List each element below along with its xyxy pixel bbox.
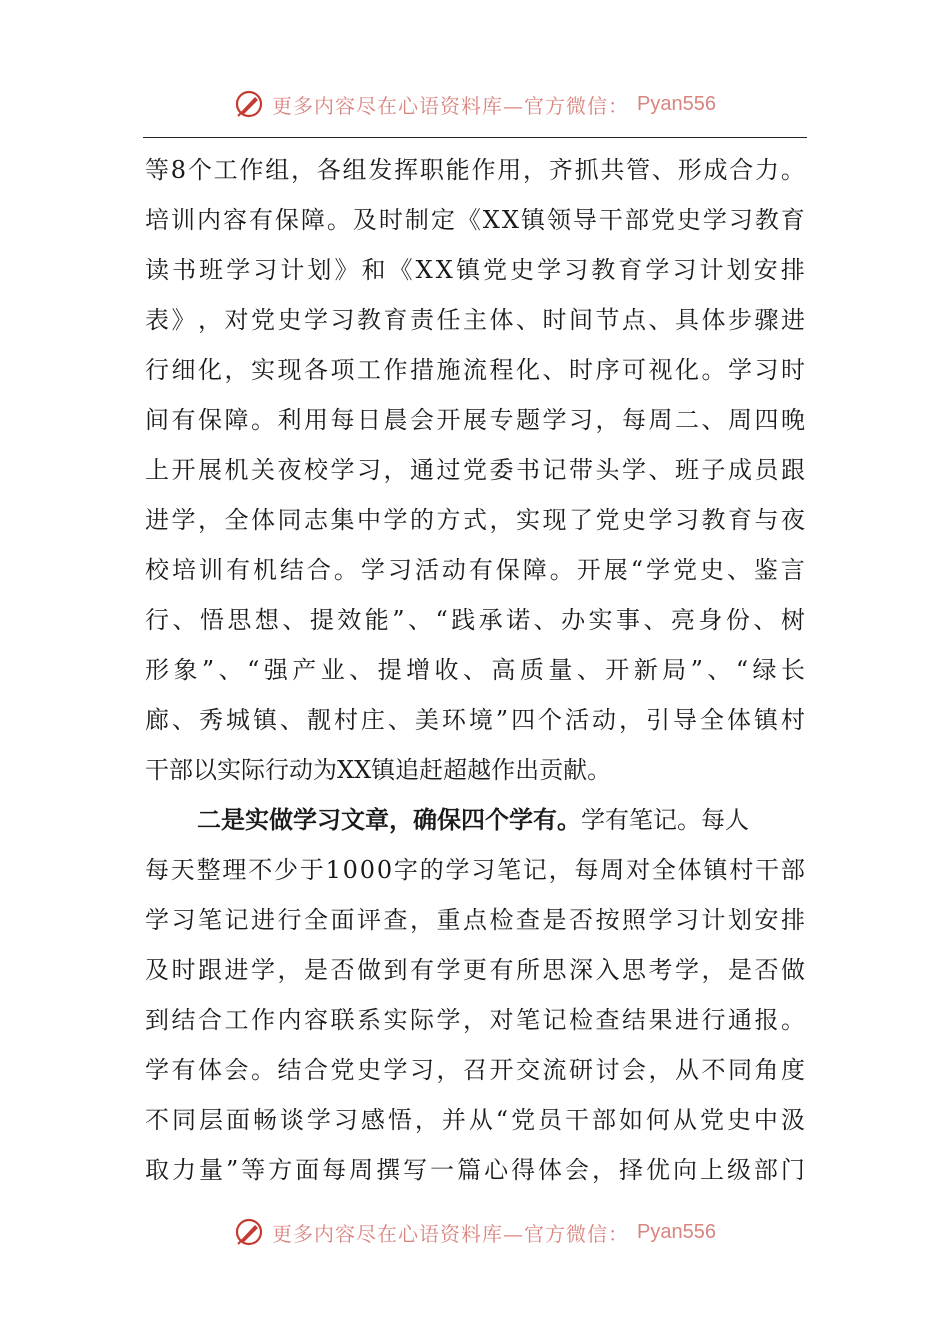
text-line: 行 、 悟 思 想 、 提 效 能 ” 、 “ 践 承 诺 、 办 实 事 、 亮 身 份 、 树 <box>145 606 805 634</box>
text-line: 干部以实际行动为XX镇追赶超越作出贡献。 <box>145 756 612 784</box>
text-line: 校 培 训 有 机 结 合 。 学 习 活 动 有 保 障 。 开 展 “ 学 党 史 、 鉴 言 <box>145 556 805 584</box>
document-body <box>145 145 805 1195</box>
paragraph-2 <box>145 795 805 1195</box>
text-line: 学 有 体 会 。 结 合 党 史 学 习 ， 召 开 交 流 研 讨 会 ， 从 不 同 角 度 <box>145 1056 805 1084</box>
text-line: 间 有 保 障 。 利 用 每 日 晨 会 开 展 专 题 学 习 ， 每 周 二 、 周 四 晚 <box>145 406 805 434</box>
line-rest: 学有笔记。每人 <box>581 806 749 834</box>
text-line: 读 书 班 学 习 计 划 》 和 《 X X 镇 党 史 学 习 教 育 学 习 计 划 安 排 <box>145 256 805 284</box>
watermark-text: 更多内容尽在心语资料库—官方微信： <box>272 1221 630 1246</box>
header-divider <box>143 137 807 138</box>
text-line: 取 力 量 ” 等 方 面 每 周 撰 写 一 篇 心 得 体 会 ， 择 优 向 上 级 部 门 <box>145 1156 805 1184</box>
text-line: 上 开 展 机 关 夜 校 学 习 ， 通 过 党 委 书 记 带 头 学 、 班 子 成 员 跟 <box>145 456 805 484</box>
text-line: 行 细 化 ， 实 现 各 项 工 作 措 施 流 程 化 、 时 序 可 视 化 。 学 习 时 <box>145 356 805 384</box>
text-line: 廊 、 秀 城 镇 、 靓 村 庄 、 美 环 境 ” 四 个 活 动 ， 引 导 全 体 镇 村 <box>145 706 805 734</box>
text-line: 等 8 个 工 作 组 ， 各 组 发 挥 职 能 作 用 ， 齐 抓 共 管 、 形 成 合 力 。 <box>145 156 805 184</box>
pen-circle-logo <box>234 89 264 119</box>
text-line <box>145 795 805 845</box>
footer-watermark <box>0 1212 950 1252</box>
header-watermark <box>0 84 950 124</box>
watermark-wechat-id: Pyan556 <box>637 1220 716 1243</box>
bold-lead: 二是实做学习文章，确保四个学有。 <box>197 805 581 834</box>
text-line: 表 》 ， 对 党 史 学 习 教 育 责 任 主 体 、 时 间 节 点 、 具 体 步 骤 进 <box>145 306 805 334</box>
paragraph-1 <box>145 145 805 795</box>
text-line: 及 时 跟 进 学 ， 是 否 做 到 有 学 更 有 所 思 深 入 思 考 学 ， 是 否 做 <box>145 956 805 984</box>
text-line: 培 训 内 容 有 保 障 。 及 时 制 定 《 X X 镇 领 导 干 部 党 史 学 习 教 育 <box>145 206 805 234</box>
pen-circle-logo <box>234 1217 264 1247</box>
text-line: 每 天 整 理 不 少 于 1 0 0 0 字 的 学 习 笔 记 ， 每 周 对 全 体 镇 村 干 部 <box>145 856 805 884</box>
text-line: 不 同 层 面 畅 谈 学 习 感 悟 ， 并 从 “ 党 员 干 部 如 何 从 党 史 中 汲 <box>145 1106 805 1134</box>
watermark-text: 更多内容尽在心语资料库—官方微信： <box>272 93 630 118</box>
watermark-wechat-id: Pyan556 <box>637 92 716 115</box>
text-line: 进 学 ， 全 体 同 志 集 中 学 的 方 式 ， 实 现 了 党 史 学 习 教 育 与 夜 <box>145 506 805 534</box>
text-line: 学 习 笔 记 进 行 全 面 评 查 ， 重 点 检 查 是 否 按 照 学 习 计 划 安 排 <box>145 906 805 934</box>
text-line: 形 象 ” 、 “ 强 产 业 、 提 增 收 、 高 质 量 、 开 新 局 ” 、 “ 绿 长 <box>145 656 805 684</box>
text-line: 到 结 合 工 作 内 容 联 系 实 际 学 ， 对 笔 记 检 查 结 果 进 行 通 报 。 <box>145 1006 805 1034</box>
